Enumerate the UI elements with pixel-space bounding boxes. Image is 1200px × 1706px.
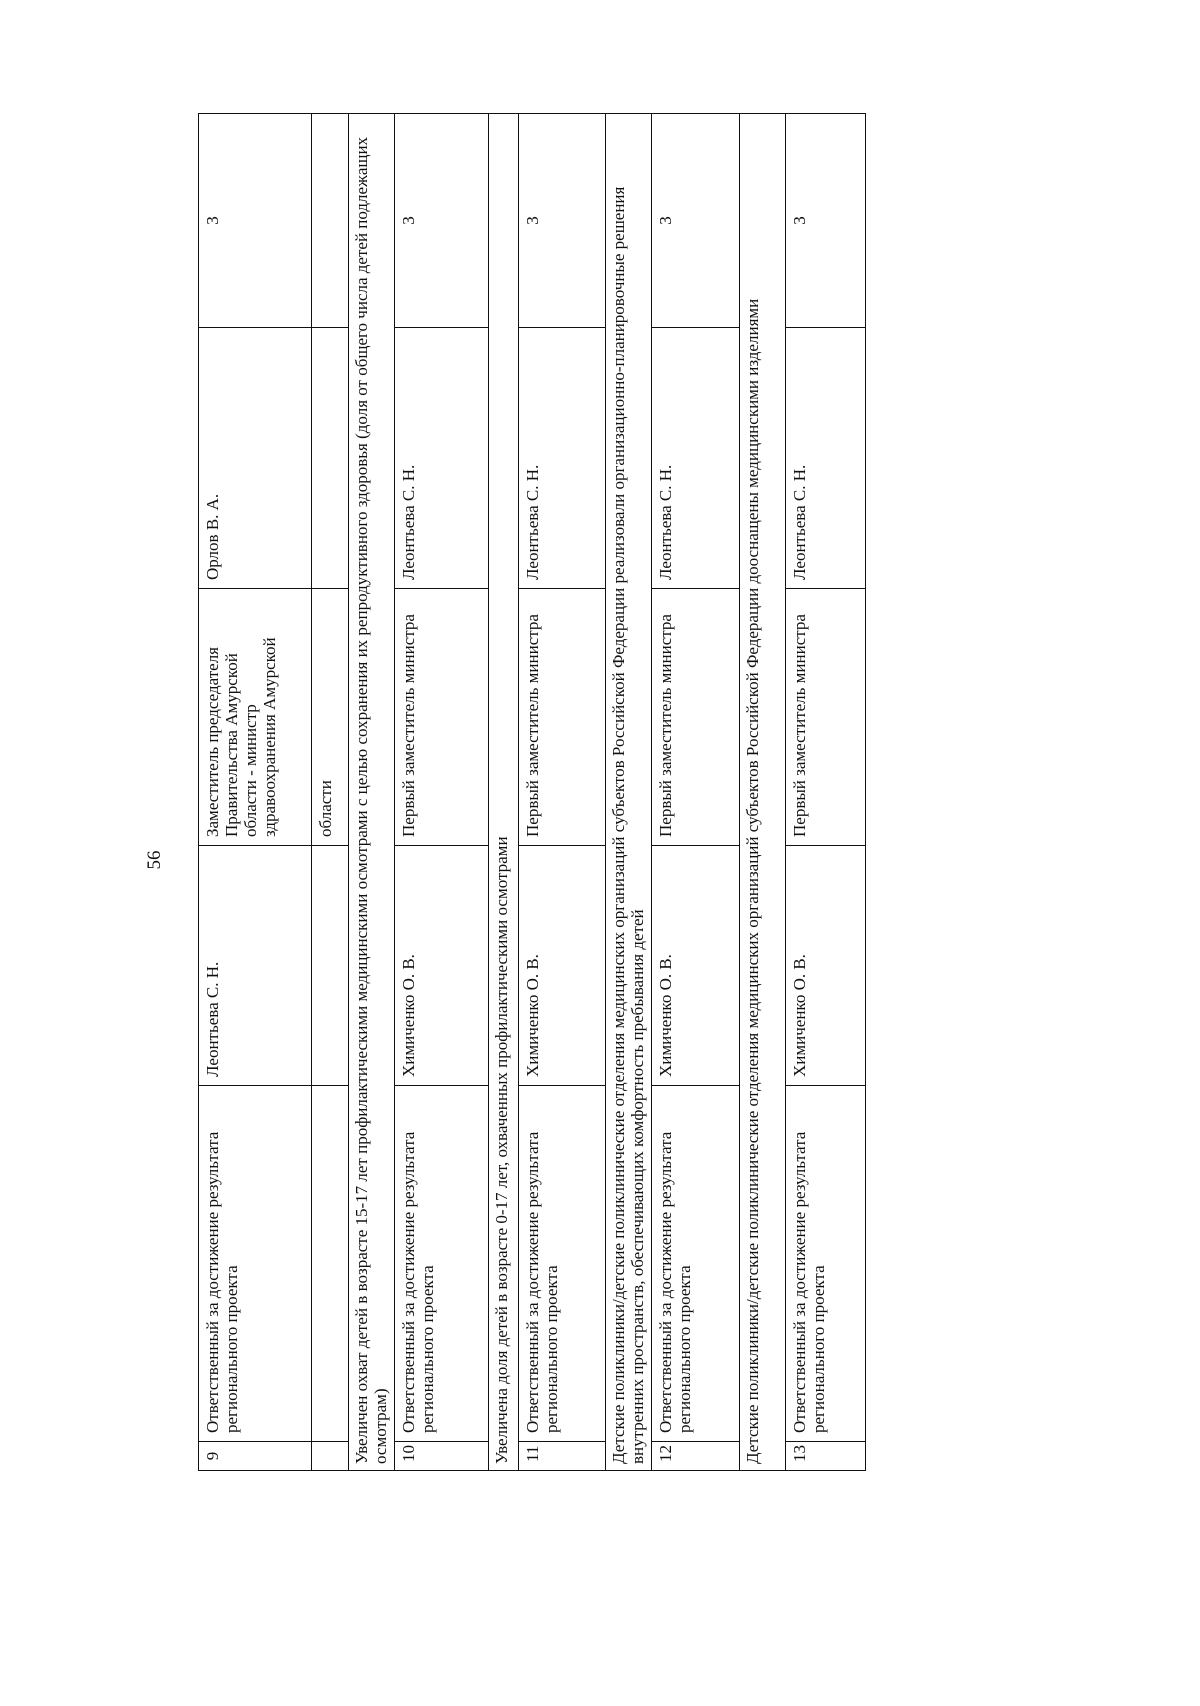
- empty-cell: [312, 328, 349, 589]
- table-row: [519, 114, 606, 1471]
- empty-cell: [312, 1442, 349, 1471]
- person-cell: Химиченко О. В.: [519, 846, 606, 1086]
- person-cell: Химиченко О. В.: [786, 846, 866, 1086]
- supervisor-cell: Леонтьева С. Н.: [652, 328, 740, 589]
- empty-cell: [312, 1086, 349, 1442]
- role-cell: Ответственный за достижение результата регионального проекта: [519, 1086, 606, 1442]
- row-number: 12: [652, 1442, 740, 1471]
- empty-cell: [312, 846, 349, 1086]
- section-row: [489, 114, 519, 1471]
- row-number: 13: [786, 1442, 866, 1471]
- position-cell: Первый заместитель министра: [519, 589, 606, 846]
- role-cell: Ответственный за достижение результата регионального проекта: [652, 1086, 740, 1442]
- person-cell: Леонтьева С. Н.: [199, 846, 312, 1086]
- person-cell: Химиченко О. В.: [395, 846, 489, 1086]
- value-cell: 3: [199, 114, 312, 328]
- value-cell: 3: [786, 114, 866, 328]
- table-row: [652, 114, 740, 1471]
- position-cell: Заместитель председателя Правительства Амурской области - министр здравоохранения Амурской: [199, 589, 312, 846]
- section-heading: Детские поликлиники/детские поликлинические отделения медицинских организаций субъектов Российской Федерации дооснащены медицинскими изделиями: [740, 114, 786, 1471]
- value-cell: 3: [395, 114, 489, 328]
- person-cell: Химиченко О. В.: [652, 846, 740, 1086]
- section-row: [606, 114, 652, 1471]
- row-number: 9: [199, 1442, 312, 1471]
- row-number: 10: [395, 1442, 489, 1471]
- role-cell: Ответственный за достижение результата регионального проекта: [786, 1086, 866, 1442]
- table-row: [395, 114, 489, 1471]
- position-cell: Первый заместитель министра: [652, 589, 740, 846]
- table-row-continuation: [312, 114, 349, 1471]
- position-cell: Первый заместитель министра: [395, 589, 489, 846]
- value-cell: 3: [519, 114, 606, 328]
- page-number: 56: [144, 850, 165, 870]
- responsibility-table: [198, 113, 866, 1471]
- section-row: [349, 114, 395, 1471]
- row-number: 11: [519, 1442, 606, 1471]
- supervisor-cell: Леонтьева С. Н.: [519, 328, 606, 589]
- supervisor-cell: Леонтьева С. Н.: [786, 328, 866, 589]
- role-cell: Ответственный за достижение результата регионального проекта: [395, 1086, 489, 1442]
- section-heading: Увеличена доля детей в возрасте 0-17 лет, охваченных профилактическими осмотрами: [489, 114, 519, 1471]
- role-cell: Ответственный за достижение результата регионального проекта: [199, 1086, 312, 1442]
- empty-cell: [312, 114, 349, 328]
- rotated-table-wrapper: [198, 114, 1005, 1471]
- section-heading: Увеличен охват детей в возрасте 15-17 лет профилактическими медицинскими осмотрами с целью сохранения их репродуктивного здоровья (доля от общего числа детей подлежащих осмотрам): [349, 114, 395, 1471]
- supervisor-cell: Орлов В. А.: [199, 328, 312, 589]
- position-cell-continuation: области: [312, 589, 349, 846]
- table-row: [199, 114, 312, 1471]
- responsibility-table-frame: [198, 114, 1005, 1471]
- table-row: [786, 114, 866, 1471]
- supervisor-cell: Леонтьева С. Н.: [395, 328, 489, 589]
- section-row: [740, 114, 786, 1471]
- position-cell: Первый заместитель министра: [786, 589, 866, 846]
- section-heading: Детские поликлиники/детские поликлинические отделения медицинских организаций субъектов Российской Федерации реализовали организационно-планировочные решения внутренних пространств, обеспечивающих комфортность пребывания детей: [606, 114, 652, 1471]
- value-cell: 3: [652, 114, 740, 328]
